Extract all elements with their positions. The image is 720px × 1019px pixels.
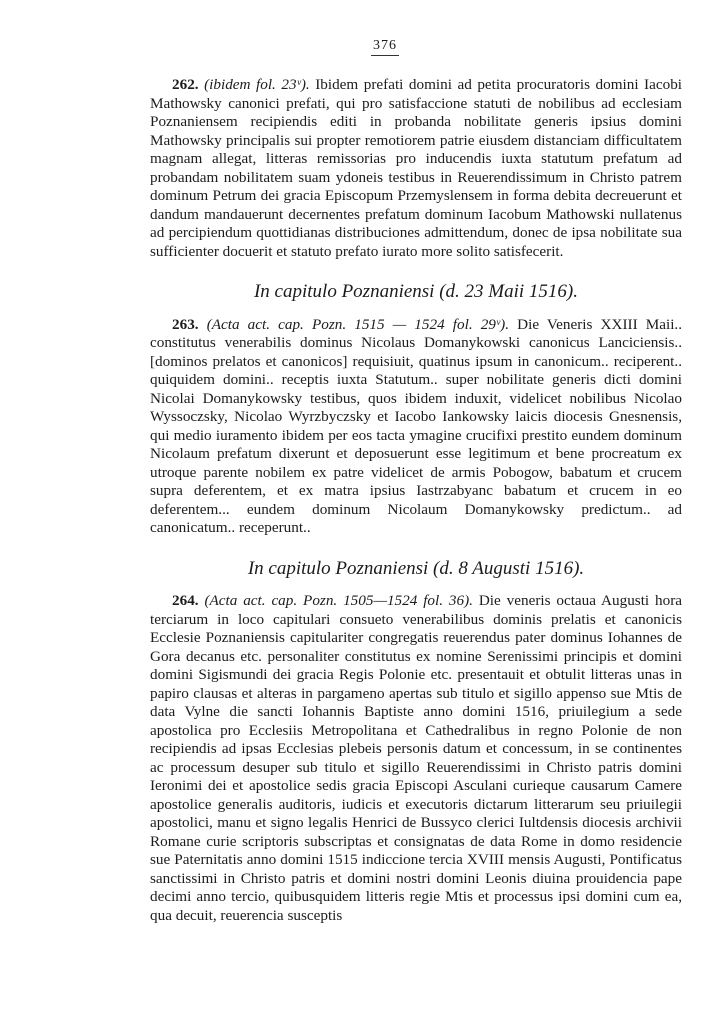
section-heading: In capitulo Poznaniensi (d. 23 Maii 1516). [253, 281, 579, 302]
entry-reference: (ibidem fol. 23ᵛ). [204, 76, 310, 93]
entry-reference: (Acta act. cap. Pozn. 1505—1524 fol. 36). [204, 592, 473, 609]
entry-263 [150, 316, 682, 538]
entry-number: 263. [172, 315, 199, 333]
entry-text: Die Veneris XXIII Maii.. constitutus venerabilis dominus Nicolaus Domanykowski canonicus Lanciciensis.. [dominos prelatos et canonicos] requisiuit, quatinus ipsum in canonicum.. reciperent.. quiquidem domini.. receptis iuxta Statutum.. super nobilitate generis dicti domini Nicolai Domanykowsky testibus, quos ibidem induxit, videlicet nobilibus Nicolao Wyssoczsky, Nicolao Wyrzbyczsky et Iacobo Iankowsky laicis diocesis Gnesnensis, qui medio iuramento ibidem per eos tacta ymagine crucifixi prestito eundem dominum Nicolaum prefatum dixerunt et deposuerunt esse legitimum et bene procreatum ex utroque parente nobilem ex patre videlicet de armis Pobogow, babatum et crucem supra deferentem, et ex matra ipsius Iastrzabyanc babatum et crucem in eo deferentem... eundem dominum Nicolaum Domanykowsky predictum.. ad canonicatum.. receperunt.. [150, 315, 683, 536]
page-body [150, 76, 682, 925]
entry-text: Die veneris octaua Augusti hora terciarum in loco capitulari consueto venerabilibus dominis prelatis et canonicis Ecclesie Poznaniensis capitulariter congregatis reuerendus pater dominus Iohannes de Gora decanus etc. personaliter constitutus ex nomine Serenissimi principis et domini domini Sigismundi dei gracia Regis Polonie etc. presentauit et obtulit litteras unas in papiro clausas et alteras in pargameno apertas sub titulo et sigillo appenso sue Mtis de data Vylne die sancti Iohannis Baptiste anno domini 1516, priuilegium a sede apostolica pro Ecclesiis Metropolitana et Cathedralibus in regno Polonie de non recipiendis ad ipsas Ecclesias plebeis personis datum et concessum, in se continentes ac processum desuper sub titulo et sigillo Reuerendissimi in Christo patris domini Ieronimi dei et apostolice sedis gracia Episcopi Asculani curieque causarum Camere apostolice generalis auditoris, iudicis et executoris dictarum litterarum seu priuilegii apostolici, manu et signo legalis Henrici de Bussyco clerici Iultdensis diocesis archivii Romane curie scriptoris subscriptas et consignatas de data Rome in domo residencie sue Paternitatis anno domini 1515 indiccione tercia XVIII mensis Augusti, Pontificatus sanctissimi in Christo patris et domini nostri domini Leonis diuina prouidencia pape decimi anno tercio, quibusquidem litteris regie Mtis et processus ipsi domini cum ea, qua decuit, reuerencia susceptis [150, 592, 682, 924]
entry-text: Ibidem prefati domini ad petita procuratoris domini Iacobi Mathowsky canonici prefati, qui pro satisfaccione statuti de nobilibus ad ecclesiam Poznaniensem recipiendis editi in probanda nobilitate generis ipsius domini Mathowsky principalis sui propter remotiorem patrie eiusdem distanciam difficultatem magnam allegat, litteras remissorias pro inducendis iuxta statutum prefatum ad probandam nobilitatem suam ydoneis testibus in Reuerendissimum in Christo patrem dominum Petrum dei gracia Episcopum Przemyslensem in forma debita decreuerunt et dandum mandauerunt decernentes prefatum dominum Iacobum Mathowski nullatenus ad percipiendum quottidianas distribuciones admittendum, donec de ipsa nobilitate sua sufficienter docuerit et statuto prefato iurato more solito satisfecerit. [150, 76, 683, 260]
entry-reference: (Acta act. cap. Pozn. 1515 — 1524 fol. 29ᵛ). [206, 315, 510, 333]
entry-262 [150, 76, 682, 261]
section-heading: In capitulo Poznaniensi (d. 8 Augusti 1516). [247, 557, 585, 579]
page-number: 376 [371, 38, 399, 56]
entry-264 [150, 592, 682, 925]
entry-number: 262. [172, 76, 199, 93]
entry-number: 264. [172, 592, 199, 609]
